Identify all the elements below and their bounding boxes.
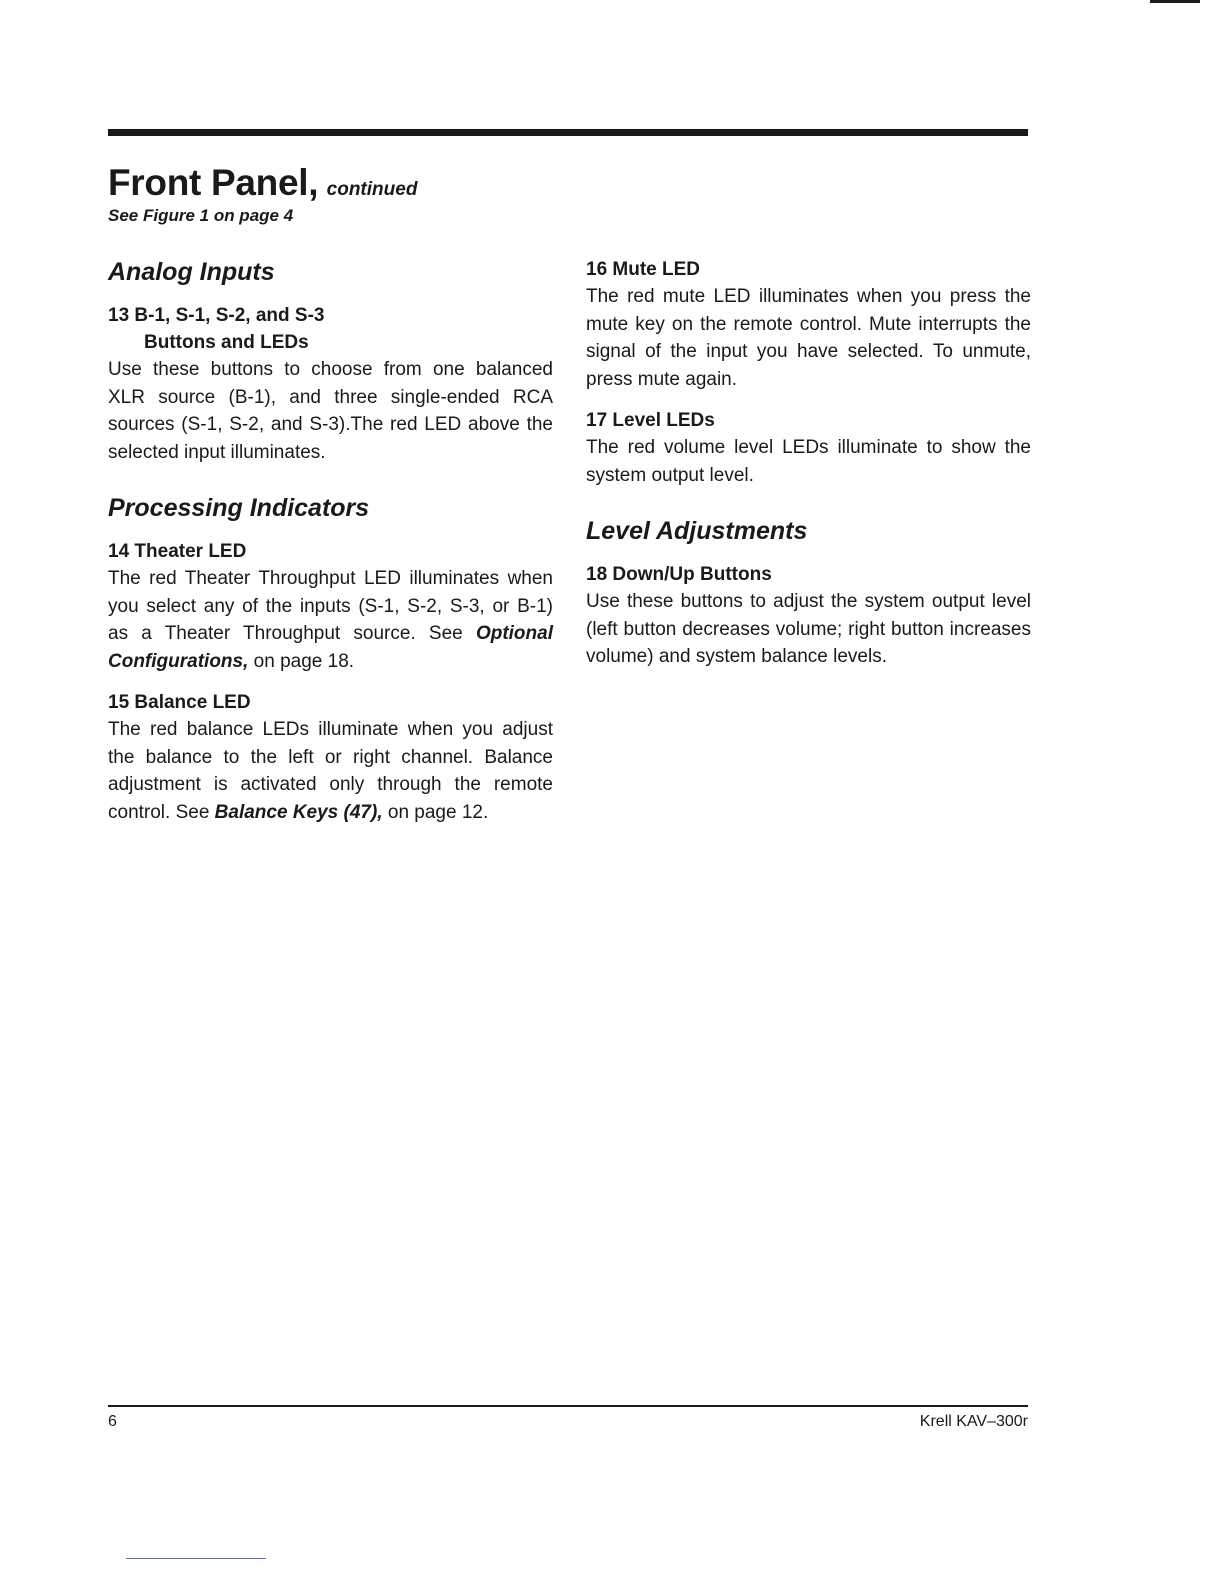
title-block [108,162,417,226]
item-13-heading-line1: 13 B-1, S-1, S-2, and S-3 [108,305,325,326]
item-15-body-text-b: on page 12. [382,801,489,823]
item-14-body [108,565,553,675]
section-title-analog-inputs: Analog Inputs [108,258,275,286]
item-14-heading: 14 Theater LED [108,541,247,562]
corner-scan-mark [1150,0,1200,3]
item-16-body: The red mute LED illuminates when you press the mute key on the remote control. Mute interrupts the signal of the input you have selected. To unmute, press mute again. [586,286,1031,390]
item-13-heading [108,302,553,356]
page-title [108,162,417,204]
section-title-level-adjustments: Level Adjustments [586,517,808,545]
item-18-body: Use these buttons to adjust the system output level (left button decreases volume; right button increases volume) and system balance levels. [586,591,1031,667]
item-13-body: Use these buttons to choose from one balanced XLR source (B-1), and three single-ended RCA sources (S-1, S-2, and S-3).The red LED above the selected input illuminates. [108,359,553,463]
page-title-main: Front Panel, [108,162,319,203]
bottom-rule [108,1405,1028,1407]
item-15-body-text-a: The red balance LEDs illuminate when you adjust the balance to the left or right channel. Balance adjustment is activated only through the remote control. See [108,719,553,823]
section-title-processing-indicators: Processing Indicators [108,494,370,522]
bottom-scan-line [126,1558,266,1559]
item-16-heading: 16 Mute LED [586,259,701,280]
item-18-heading: 18 Down/Up Buttons [586,564,772,585]
item-14-body-text-a: The red Theater Throughput LED illuminates when you select any of the inputs (S-1, S-2, S-3, or B-1) as a Theater Throughput source. See [108,568,553,644]
item-17-heading: 17 Level LEDs [586,410,715,431]
figure-reference: See Figure 1 on page 4 [108,206,294,225]
item-15-body [108,716,553,826]
right-column [586,256,1031,685]
optional-configurations-reference: Optional Configurations, [108,623,553,672]
item-13-heading-line2: Buttons and LEDs [144,332,309,353]
page-number: 6 [108,1413,117,1430]
footer-product-name: Krell KAV–300r [919,1413,1028,1430]
item-14-body-text-b: on page 18. [248,650,355,672]
item-17-body: The red volume level LEDs illuminate to show the system output level. [586,437,1031,486]
balance-keys-reference: Balance Keys (47), [214,801,383,823]
page-title-suffix: continued [326,179,418,200]
left-column [108,256,553,840]
item-15-heading: 15 Balance LED [108,692,251,713]
top-rule [108,129,1028,136]
